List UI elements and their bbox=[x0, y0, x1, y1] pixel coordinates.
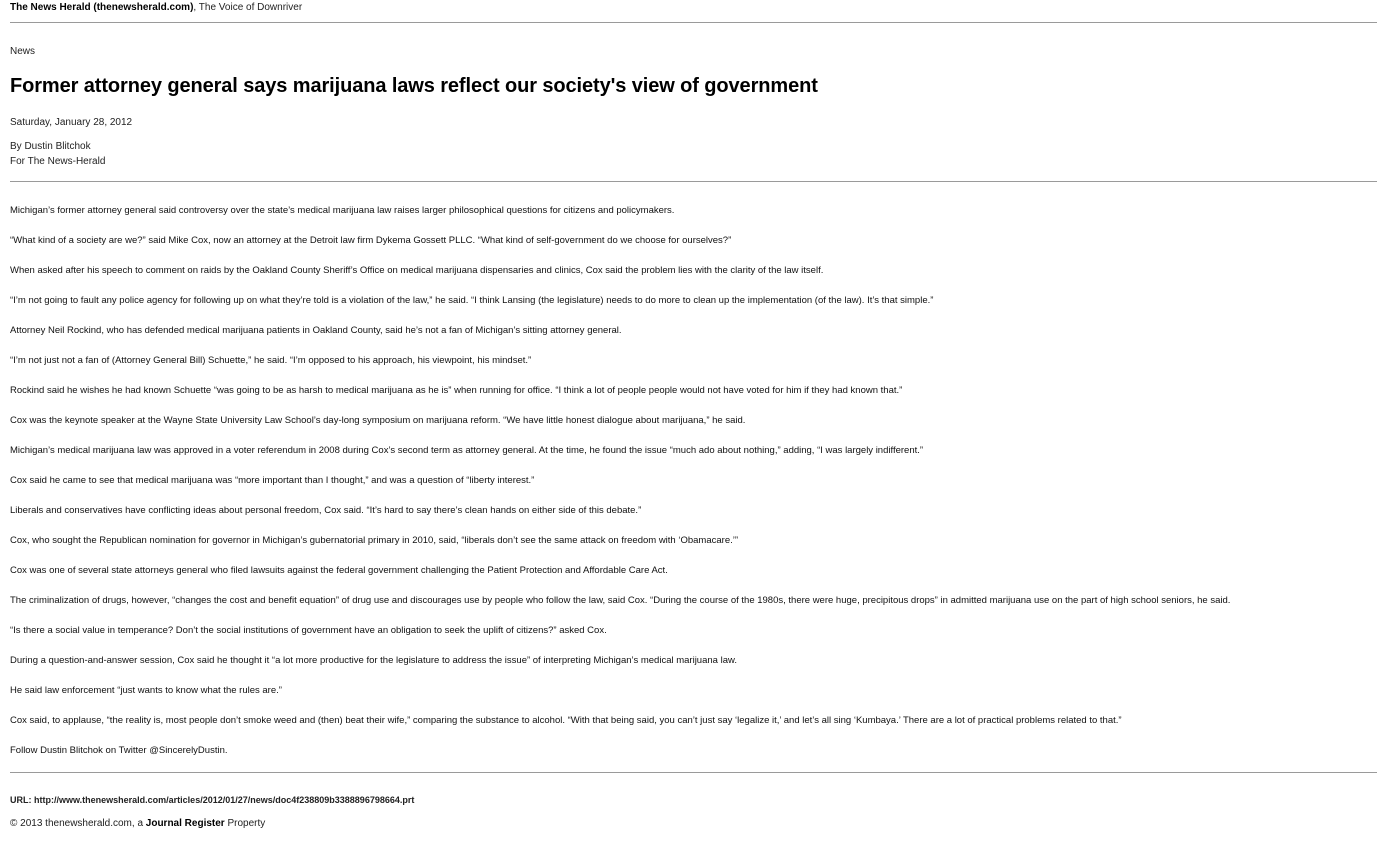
article-paragraph: “I’m not just not a fan of (Attorney General Bill) Schuette,” he said. “I’m opposed to his approach, his viewpoint, his mindset.” bbox=[10, 355, 532, 366]
article-paragraph: Liberals and conservatives have conflicting ideas about personal freedom, Cox said. “It’s hard to say there’s clean hands on either side of this debate.” bbox=[10, 505, 642, 516]
article-paragraph: Cox, who sought the Republican nomination for governor in Michigan’s gubernatorial primary in 2010, said, “liberals don’t see the same attack on freedom with ‘Obamacare.’” bbox=[10, 535, 739, 546]
masthead bbox=[10, 2, 302, 13]
publication-tagline: , The Voice of Downriver bbox=[193, 2, 303, 13]
publication-name: The News Herald bbox=[10, 2, 91, 13]
footer-divider bbox=[10, 772, 1377, 773]
masthead-divider bbox=[10, 22, 1377, 23]
copyright-notice bbox=[10, 818, 265, 829]
article-paragraph: “What kind of a society are we?” said Mike Cox, now an attorney at the Detroit law firm Dykema Gossett PLLC. “What kind of self-government do we choose for ourselves?” bbox=[10, 235, 732, 246]
article-body bbox=[10, 205, 1377, 775]
copyright-prefix: © 2013 thenewsherald.com, a bbox=[10, 818, 146, 829]
article-paragraph: During a question-and-answer session, Cox said he thought it “a lot more productive for the legislature to address the issue” of interpreting Michigan’s medical marijuana law. bbox=[10, 655, 737, 666]
article-paragraph: When asked after his speech to comment on raids by the Oakland County Sheriff’s Office on medical marijuana dispensaries and clinics, Cox said the problem lies with the clarity of the law itself. bbox=[10, 265, 824, 276]
header-divider bbox=[10, 181, 1377, 182]
article-paragraph: Michigan’s former attorney general said controversy over the state’s medical marijuana law raises larger philosophical questions for citizens and policymakers. bbox=[10, 205, 675, 216]
article-paragraph: Michigan’s medical marijuana law was approved in a voter referendum in 2008 during Cox’s second term as attorney general. At the time, he found the issue “much ado about nothing,” adding, “I was largely indifferent.” bbox=[10, 445, 924, 456]
article-paragraph: Follow Dustin Blitchok on Twitter @SincerelyDustin. bbox=[10, 745, 228, 756]
article-paragraph: “I’m not going to fault any police agency for following up on what they’re told is a violation of the law,” he said. “I think Lansing (the legislature) needs to do more to clean up the implementation (of the law). It’s that simple.” bbox=[10, 295, 934, 306]
article-paragraph: Rockind said he wishes he had known Schuette “was going to be as harsh to medical marijuana as he is” when running for office. “I think a lot of people people would not have voted for him if they had known that.” bbox=[10, 385, 903, 396]
article-paragraph: Cox was one of several state attorneys general who filed lawsuits against the federal government challenging the Patient Protection and Affordable Care Act. bbox=[10, 565, 668, 576]
article-headline: Former attorney general says marijuana laws reflect our society's view of government bbox=[10, 75, 818, 97]
article-paragraph: Cox said, to applause, “the reality is, most people don’t smoke weed and (then) beat their wife,” comparing the substance to alcohol. “With that being said, you can’t just say ‘legalize it,’ and let’s all sing ‘Kumbaya.’ There are a lot of practical problems related to that.” bbox=[10, 715, 1122, 726]
byline-affiliation: For The News-Herald bbox=[10, 156, 106, 167]
byline-author: By Dustin Blitchok bbox=[10, 141, 91, 152]
article-date: Saturday, January 28, 2012 bbox=[10, 117, 133, 128]
publication-domain: (thenewsherald.com) bbox=[93, 2, 194, 13]
article-paragraph: He said law enforcement “just wants to know what the rules are.” bbox=[10, 685, 282, 696]
article-paragraph: The criminalization of drugs, however, “changes the cost and benefit equation” of drug use and discourages use by people who follow the law, said Cox. “During the course of the 1980s, there were huge, precipitous drops” in admitted marijuana use on the part of high school seniors, he said. bbox=[10, 595, 1231, 606]
article-paragraph: “Is there a social value in temperance? Don’t the social institutions of government have an obligation to seek the uplift of citizens?” asked Cox. bbox=[10, 625, 607, 636]
article-url: URL: http://www.thenewsherald.com/articles/2012/01/27/news/doc4f238809b3388896798664.prt bbox=[10, 795, 415, 805]
copyright-suffix: Property bbox=[224, 818, 266, 829]
section-label: News bbox=[10, 46, 36, 57]
article-paragraph: Cox was the keynote speaker at the Wayne State University Law School’s day-long symposium on marijuana reform. “We have little honest dialogue about marijuana,” he said. bbox=[10, 415, 746, 426]
article-paragraph: Cox said he came to see that medical marijuana was “more important than I thought,” and was a question of “liberty interest.” bbox=[10, 475, 535, 486]
article-paragraph: Attorney Neil Rockind, who has defended medical marijuana patients in Oakland County, said he’s not a fan of Michigan’s sitting attorney general. bbox=[10, 325, 622, 336]
copyright-brand: Journal Register bbox=[145, 818, 225, 829]
byline bbox=[10, 139, 105, 169]
